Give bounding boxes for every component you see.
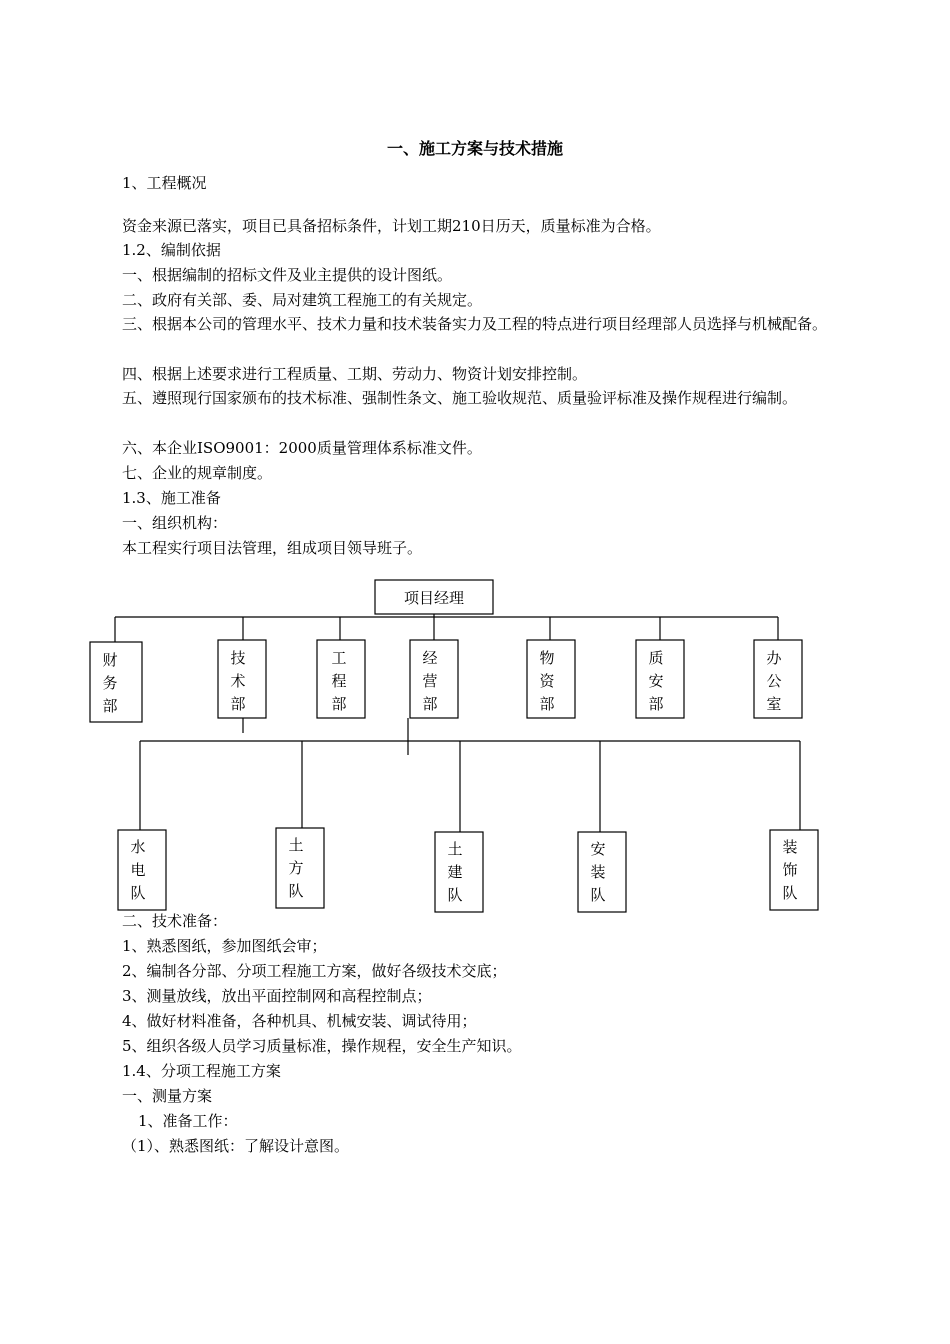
dept-label: 工 [331, 649, 347, 667]
team-label: 建 [447, 863, 463, 881]
funds-paragraph: 资金来源已落实，项目已具备招标条件，计划工期210日历天，质量标准为合格。 [122, 217, 661, 235]
tech-prep-item: 3、测量放线，放出平面控制网和高程控制点； [122, 987, 432, 1005]
section-overview-heading: 1、工程概况 [122, 174, 207, 192]
team-label: 队 [590, 886, 606, 904]
dept-label: 技 [230, 649, 246, 667]
dept-label: 程 [331, 672, 347, 690]
basis-item: 四、根据上述要求进行工程质量、工期、劳动力、物资计划安排控制。 [122, 365, 588, 383]
dept-label: 财 [102, 651, 118, 669]
org-chart [0, 570, 950, 915]
dept-label: 物 [539, 649, 555, 667]
org-text: 本工程实行项目法管理，组成项目领导班子。 [122, 539, 423, 557]
dept-label: 室 [766, 695, 782, 713]
dept-label: 部 [422, 695, 438, 713]
basis-item: 七、企业的规章制度。 [122, 464, 273, 482]
basis-item: 一、根据编制的招标文件及业主提供的设计图纸。 [122, 266, 453, 284]
basis-item: 三、根据本公司的管理水平、技术力量和技术装备实力及工程的特点进行项目经理部人员选择与机械配备。 [122, 315, 828, 333]
dept-label: 部 [648, 695, 664, 713]
dept-label: 术 [230, 672, 246, 690]
team-label: 土 [288, 836, 304, 854]
survey-heading: 一、测量方案 [122, 1087, 213, 1105]
team-label: 电 [130, 861, 146, 879]
section-preparation-heading: 1.3、施工准备 [122, 489, 221, 507]
tech-prep-heading: 二、技术准备： [122, 912, 228, 930]
dept-label: 部 [539, 695, 555, 713]
dept-label: 营 [422, 672, 438, 690]
prep-work-item: （1）、熟悉图纸：了解设计意图。 [122, 1137, 350, 1155]
team-label: 队 [288, 882, 304, 900]
org-heading: 一、组织机构： [122, 514, 228, 532]
dept-label: 公 [766, 672, 782, 690]
tech-prep-item: 5、组织各级人员学习质量标准，操作规程，安全生产知识。 [122, 1037, 522, 1055]
tech-prep-item: 4、做好材料准备，各种机具、机械安装、调试待用； [122, 1012, 477, 1030]
tech-prep-item: 1、熟悉图纸，参加图纸会审； [122, 937, 327, 955]
team-label: 饰 [782, 861, 798, 879]
basis-item: 五、遵照现行国家颁布的技术标准、强制性条文、施工验收规范、质量验评标准及操作规程进行编制。 [122, 389, 798, 407]
basis-item: 二、政府有关部、委、局对建筑工程施工的有关规定。 [122, 291, 483, 309]
dept-label: 质 [648, 649, 664, 667]
dept-label: 资 [539, 672, 555, 690]
team-label: 队 [130, 884, 146, 902]
dept-label: 部 [331, 695, 347, 713]
tech-prep-item: 2、编制各分部、分项工程施工方案，做好各级技术交底； [122, 962, 507, 980]
team-label: 队 [782, 884, 798, 902]
dept-label: 部 [102, 697, 118, 715]
team-label: 方 [288, 859, 304, 877]
team-label: 水 [130, 838, 146, 856]
dept-label: 安 [648, 672, 664, 690]
section-subitem-heading: 1.4、分项工程施工方案 [122, 1062, 281, 1080]
team-label: 土 [447, 840, 463, 858]
team-label: 装 [782, 838, 798, 856]
basis-item: 六、本企业ISO9001：2000质量管理体系标准文件。 [122, 439, 482, 457]
dept-label: 经 [422, 649, 438, 667]
team-label: 装 [590, 863, 606, 881]
page-title: 一、施工方案与技术措施 [386, 139, 563, 158]
section-basis-heading: 1.2、编制依据 [122, 241, 221, 259]
dept-label: 部 [230, 695, 246, 713]
team-label: 安 [590, 840, 606, 858]
team-label: 队 [447, 886, 463, 904]
dept-label: 务 [102, 674, 118, 692]
manager-label: 项目经理 [403, 589, 465, 607]
dept-label: 办 [766, 649, 782, 667]
prep-work-heading: 1、准备工作： [138, 1112, 238, 1130]
